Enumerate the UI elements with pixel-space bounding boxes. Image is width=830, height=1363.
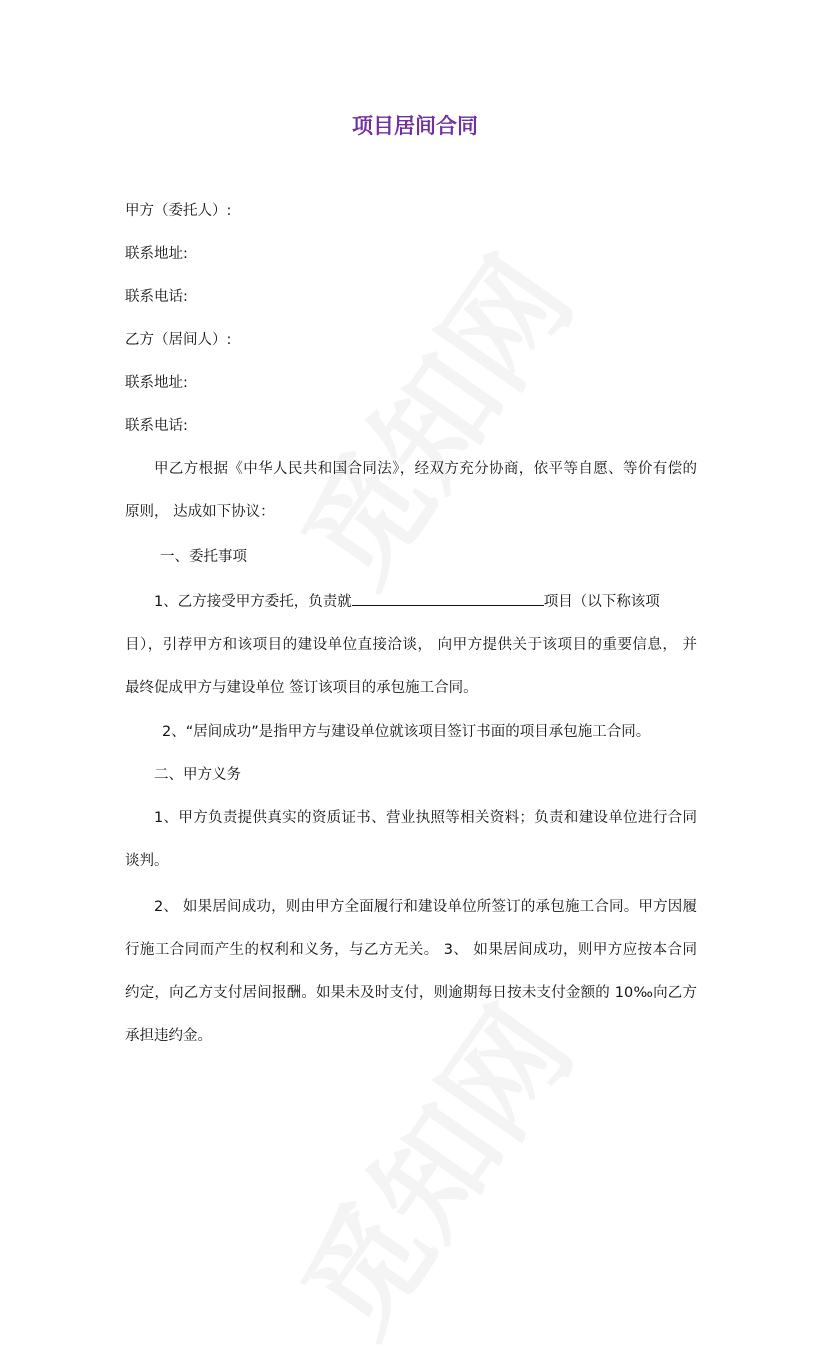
preamble-line: 甲乙方根据《中华人民共和国合同法》，经双方充分协商，依平等自愿、等价有偿的 — [154, 461, 697, 477]
section-heading: 二、甲方义务 — [154, 767, 241, 783]
party-a-phone: 联系电话: — [125, 289, 188, 305]
preamble-line: 原则， 达成如下协议： — [125, 504, 275, 520]
clause-line: 2、“居间成功”是指甲方与建设单位就该项目签订书面的项目承包施工合同。 — [162, 724, 651, 740]
party-b-address: 联系地址: — [125, 375, 188, 391]
page-title: 项目居间合同 — [352, 114, 478, 138]
clause-text: 1、乙方接受甲方委托，负责就 — [154, 594, 352, 610]
clause-line: 承担违约金。 — [125, 1028, 212, 1044]
clause-line: 1、甲方负责提供真实的资质证书、营业执照等相关资料；负责和建设单位进行合同 — [154, 810, 697, 826]
clause-text: 项目（以下称该项 — [543, 594, 660, 610]
clause-line: 目），引荐甲方和该项目的建设单位直接洽谈， 向甲方提供关于该项目的重要信息， 并 — [125, 637, 697, 653]
party-b-phone: 联系电话: — [125, 418, 188, 434]
party-a: 甲方（委托人）: — [125, 203, 232, 219]
clause-line: 2、 如果居间成功，则由甲方全面履行和建设单位所签订的承包施工合同。甲方因履 — [154, 899, 697, 915]
section-heading: 一、委托事项 — [160, 549, 247, 565]
clause-line: 约定，向乙方支付居间报酬。如果未及时支付，则逾期每日按未支付金额的 10‰向乙方 — [125, 985, 697, 1001]
clause-line: 最终促成甲方与建设单位 签订该项目的承包施工合同。 — [125, 680, 478, 696]
clause-line — [154, 591, 697, 612]
party-b: 乙方（居间人）: — [125, 332, 232, 348]
blank-field — [352, 591, 544, 606]
clause-line: 行施工合同而产生的权利和义务，与乙方无关。 3、 如果居间成功，则甲方应按本合同 — [125, 942, 697, 958]
party-a-address: 联系地址: — [125, 246, 188, 262]
clause-line: 谈判。 — [125, 853, 169, 869]
